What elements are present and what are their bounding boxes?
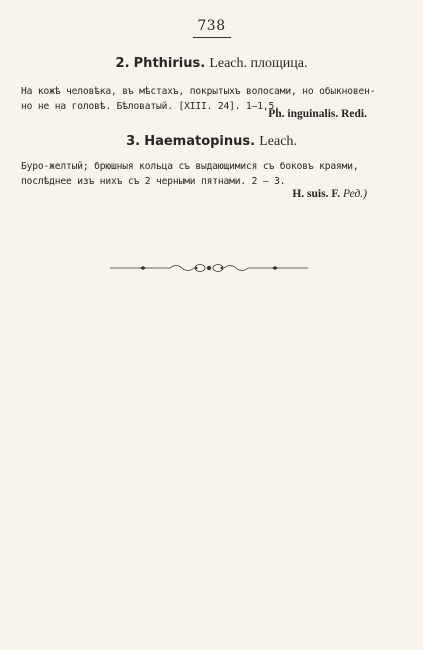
editor-note: Ред.)	[343, 188, 367, 200]
genus-author: Leach. площица.	[209, 56, 308, 71]
text-line: Буро-желтый; брюшныя кольца съ выдающимися съ боковъ краями,	[21, 161, 359, 172]
species-binomial: H. suis. F.	[292, 188, 341, 200]
genus-author: Leach.	[259, 134, 297, 149]
text-line: но не на головѣ. Бѣловатый. [XIII. 24]. 1—1,5.	[21, 100, 280, 112]
genus-description-haematopinus	[21, 160, 393, 189]
genus-name: Haematopinus.	[144, 134, 256, 149]
genus-number: 3.	[126, 134, 141, 149]
species-name	[21, 188, 367, 200]
genus-name: Phthirius.	[133, 56, 206, 71]
page-number: 738	[197, 18, 226, 34]
genus-heading-phthirius	[0, 56, 423, 72]
genus-heading-haematopinus	[0, 134, 423, 150]
ornamental-divider	[110, 260, 308, 276]
text-line: На кожѣ человѣка, въ мѣстахъ, покрытыхъ волосами, но обыкновен-	[21, 86, 376, 97]
genus-number: 2.	[115, 56, 130, 71]
text-line: послѣднее изъ нихъ съ 2 черными пятнами. 2 — 3.	[21, 175, 286, 187]
species-name: Ph. inguinalis. Redi.	[268, 108, 367, 120]
page-number-rule	[193, 37, 231, 38]
